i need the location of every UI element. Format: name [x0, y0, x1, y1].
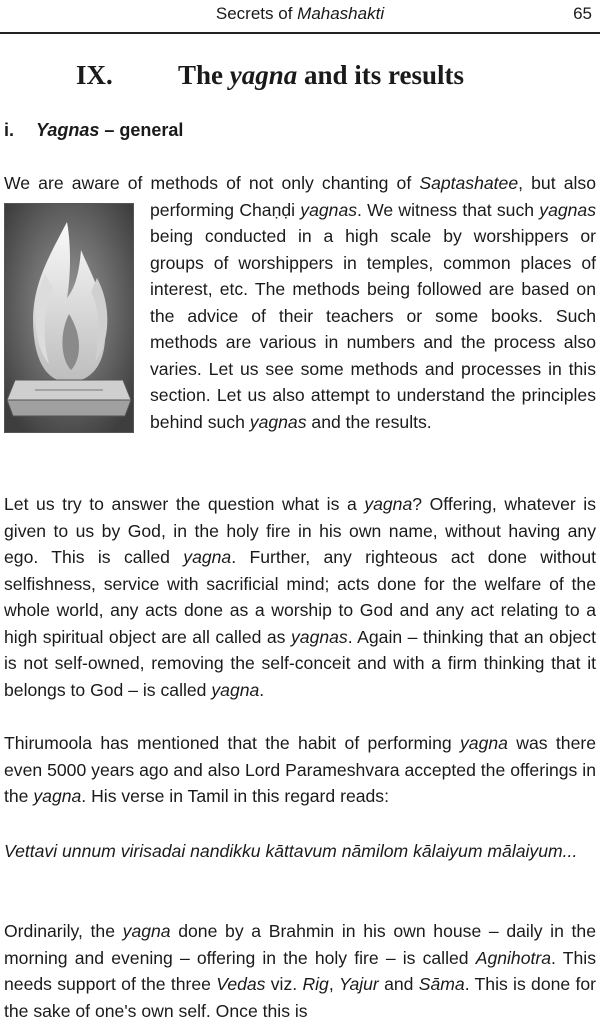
tamil-verse: Vettavi unnum virisadai nandikku kāttavum nāmilom kālaiyum mālaiyum... [4, 841, 578, 861]
paragraph-intro: We are aware of methods of not only chanting of Saptashatee, but also performing Chaṇḍi yagnas. We witness that such yagnas being conducted in a high scale by worshippers or groups of worshippers in temples, common places of interest, etc. The methods being followed are based on the advice of their teachers or some books. Such methods are various in numbers and the process also varies. Let us see some methods and processes in this section. Let us also attempt to understand the principles behind such yagnas and the results. [4, 173, 597, 432]
page-number: 65 [573, 4, 592, 23]
paragraph-definition: Let us try to answer the question what is a yagna? Offering, whatever is given to us by God, in the holy fire in his own name, without having any ego. This is called yagna. Further, any righteous act done without selfishness, service with sacrificial mind; acts done for the welfare of the whole world, any acts done as a worship to God and any act relating to a high spiritual object are all called as yagnas. Again – thinking that an object is not self-owned, removing the self-conceit and with a firm thinking that it belongs to God – is called yagna. [4, 494, 596, 700]
book-title: Secrets of Mahashakti [215, 4, 385, 23]
chapter-heading [0, 56, 600, 96]
section-heading: i. Yagnas – general [4, 120, 184, 140]
paragraph-thirumoola: Thirumoola has mentioned that the habit of performing yagna was there even 5000 years ago and also Lord Parameshvara accepted the offerings in the yagna. His verse in Tamil in this regard reads: [4, 733, 596, 806]
running-header [0, 0, 600, 34]
sacrificial-fire-icon [4, 203, 134, 433]
chapter-title: The yagna and its results [178, 60, 465, 90]
paragraph-agnihotra: Ordinarily, the yagna done by a Brahmin in his own house – daily in the morning and evening – offering in the holy fire – is called Agnihotra. This needs support of the three Vedas viz. Rig, Yajur and Sāma. This is done for the sake of one's own self. Once this is [4, 921, 596, 1021]
chapter-number: IX. [76, 60, 113, 90]
section-number: i. [4, 120, 15, 140]
